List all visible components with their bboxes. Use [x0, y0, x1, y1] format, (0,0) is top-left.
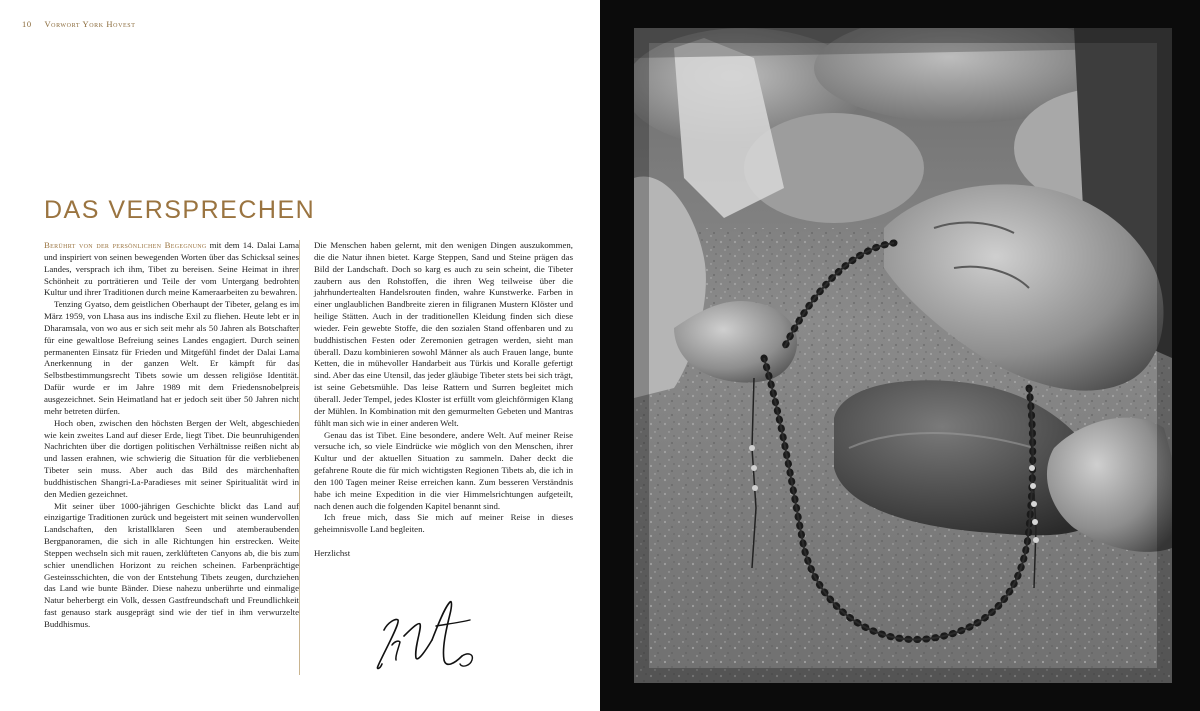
text-column-right — [314, 240, 573, 560]
right-page — [600, 0, 1200, 711]
chapter-title: DAS VERSPRECHEN — [44, 196, 316, 224]
paragraph: Ich freue mich, dass Sie mich auf meiner Reise in dieses geheimnisvolle Land begleiten. — [314, 512, 573, 535]
paragraph-text: mit dem 14. Dalai Lama und inspiriert von seinen bewegenden Worten über das Schicksal seines Landes, versprach ich ihm, Tibet zu bereisen. Seine Heimat in ihrer Schönheit zu porträtieren und Teile der vom Untergang bedrohten Kultur und ihrer Traditionen durch meine Kameraarbeiten zu bewahren. — [44, 240, 299, 298]
paragraph: Tenzing Gyatso, dem geistlichen Oberhaupt der Tibeter, gelang es im März 1959, von Lhasa aus ins indische Exil zu fliehen. Heute lebt er in Dharamsala, von wo aus er sich seit mehr als 50 Jahren als Botschafter für eine gewaltlose Befreiung seines Landes engagiert. Durch seinen permanenten Einsatz für Frieden und Mitgefühl findet der Dalai Lama Anerkennung in der ganzen Welt. Er kämpft für das Selbstbestimmungsrecht Tibets sowie um dessen religiöse Identität. Dafür wurde er im Jahre 1989 mit dem Friedensnobelpreis ausgezeichnet. Sein Heimatland hat er jedoch seit über 50 Jahren nicht mehr betreten dürfen. — [44, 299, 299, 416]
handwritten-signature — [370, 590, 485, 680]
photo-prayer-beads — [634, 28, 1172, 683]
paragraph: Mit seiner über 1000-jährigen Geschichte blickt das Land auf einzigartige Traditionen zurück und begeistert mit seinen wundervollen Landschaften, den kristallklaren Seen und atemberaubenden Bergpanoramen, die sich in alle Richtungen hin erstrecken. Weite Steppen wechseln sich mit rauen, zerklüfteten Canyons ab, die bis zum schier unendlichen Horizont zu reichen scheinen. Farbenprächtige Gesteinsschichten, die von der Entstehung Tibets zeugen, durchziehen das Land wie bunte Bänder. Diese nahezu unberührte und einmalige Natur beherbergt ein Volk, dessen Gastfreundschaft und Freundlichkeit fast genauso stark ausgeprägt sind wie der tief in ihm verwurzelte Buddhismus. — [44, 500, 299, 629]
paragraph — [44, 240, 299, 299]
page-number: 10 — [22, 19, 32, 29]
running-head-title: Vorwort York Hovest — [44, 19, 136, 29]
paragraph: Hoch oben, zwischen den höchsten Bergen der Welt, abgeschieden wie kein zweites Land auf dieser Erde, liegt Tibet. Die beunruhigenden Nachrichten über die dortigen politischen Verhältnisse reißen nicht ab und lassen erahnen, wie schwierig die Situation für die verbliebenen Tibeter sein muss. Aber auch das Bild des märchenhaften buddhistischen Shangri-La-Paradieses mit seiner Spiritualität wird in den Medien gezeichnet. — [44, 417, 299, 499]
text-column-left — [44, 240, 299, 631]
running-head — [22, 19, 136, 29]
paragraph: Genau das ist Tibet. Eine besondere, andere Welt. Auf meiner Reise versuche ich, so viele Eindrücke wie möglich von den Menschen, ihrer Kultur und der aktuellen Situation zu sammeln. Daher deckt die gefahrene Route die für mich wichtigsten Regionen Tibets ab, die ich in den 100 Tagen meiner Reise erreichen kann. Zum besseren Verständnis habe ich meine Expedition in die vier Himmelsrichtungen aufgeteilt, nach denen auch die folgenden Kapitel benannt sind. — [314, 429, 573, 511]
column-divider — [299, 240, 300, 675]
closing-greeting: Herzlichst — [314, 548, 351, 559]
photo-illustration — [634, 28, 1172, 683]
lead-in-small-caps: Berührt von der persönlichen Begegnung — [44, 240, 207, 250]
paragraph: Die Menschen haben gelernt, mit den wenigen Dingen auszukommen, die die Natur ihnen bietet. Karge Steppen, Sand und Steine prägen das Bild der Landschaft. Doch so karg es auch zu sein scheint, die Tibeter zaubern aus den Rohstoffen, die ihren Weg teilweise über die jahrhundertealten Handelsrouten finden, wahre Kunstwerke. Farben in einer unglaublichen Bandbreite zieren in filigranen Mustern Klöster und heilige Stätten. Auch in der traditionellen Kleidung finden sich diese wieder. Fein gewebte Stoffe, die den sozialen Stand offenbaren und zu buddhistischen Festen oder Zeremonien getragen werden, sieht man überall. Dazu kombinieren sowohl Männer als auch Frauen lange, bunte Ketten, die in mühevoller Handarbeit aus Türkis und Koralle gefertigt sind. Aber das eine Utensil, das jeder gläubige Tibeter stets bei sich trägt, ist seine Gebetsmühle. Das leise Rattern und Surren begleitet mich überall. Jeder Tempel, jedes Kloster ist erfüllt vom gleichförmigen Klang der Mühlen. In Kombination mit den gemurmelten Gebeten und Mantras fühlt man sich wie in einer anderen Welt. — [314, 240, 573, 428]
